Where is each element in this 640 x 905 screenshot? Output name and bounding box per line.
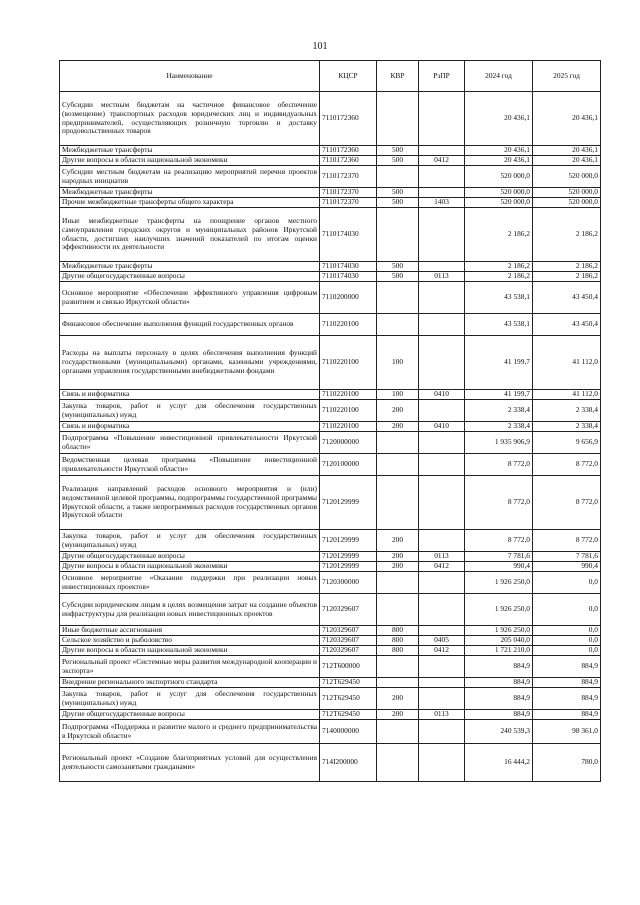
row-2025-cell: 520 000,0: [533, 166, 601, 188]
header-name: Наименование: [60, 61, 320, 92]
row-2025-cell: 884,9: [533, 656, 601, 678]
row-2025-cell: 884,9: [533, 688, 601, 710]
row-2024-cell: 2 186,2: [465, 208, 533, 262]
row-name-cell: Другие вопросы в области национальной экономики: [60, 562, 320, 572]
row-name-cell: Финансовое обеспечение выполнения функций государственных органов: [60, 314, 320, 336]
row-kvr-cell: [377, 656, 419, 678]
row-2024-cell: 8 772,0: [465, 476, 533, 530]
row-name-cell: Иные межбюджетные трансферты на поощрение органов местного самоуправления городских округов и муниципальных районов Иркутской области, достигших наилучших значений показателей по итогам оценки эффективности их деятельности: [60, 208, 320, 262]
row-name-cell: Другие общегосударственные вопросы: [60, 272, 320, 282]
row-name-cell: Другие общегосударственные вопросы: [60, 710, 320, 720]
row-kcsr-cell: 7110220100: [320, 400, 377, 422]
row-2024-cell: 990,4: [465, 562, 533, 572]
row-kvr-cell: 800: [377, 646, 419, 656]
row-2024-cell: 2 186,2: [465, 272, 533, 282]
page-number: 101: [312, 41, 328, 52]
table-row: [60, 92, 601, 146]
row-rzpr-cell: 0405: [419, 636, 465, 646]
table-row: [60, 156, 601, 166]
row-kcsr-cell: 714I200000: [320, 744, 377, 782]
row-kvr-cell: 200: [377, 552, 419, 562]
row-kvr-cell: 200: [377, 400, 419, 422]
table-row: [60, 636, 601, 646]
row-2025-cell: 0,0: [533, 626, 601, 636]
table-row: [60, 390, 601, 400]
row-kcsr-cell: 7120000000: [320, 432, 377, 454]
table-row: [60, 282, 601, 314]
row-kvr-cell: 200: [377, 562, 419, 572]
row-kcsr-cell: 7110174030: [320, 208, 377, 262]
row-name-cell: Региональный проект «Создание благоприятных условий для осуществления деятельности самозанятыми гражданами»: [60, 744, 320, 782]
row-kcsr-cell: 7110172370: [320, 198, 377, 208]
row-name-cell: Подпрограмма «Поддержка и развитие малого и среднего предпринимательства в Иркутской области»: [60, 720, 320, 744]
table-row: [60, 710, 601, 720]
row-2025-cell: 20 436,1: [533, 156, 601, 166]
header-2024: 2024 год: [465, 61, 533, 92]
row-2025-cell: 2 338,4: [533, 400, 601, 422]
table-row: [60, 530, 601, 552]
row-2024-cell: 240 539,3: [465, 720, 533, 744]
row-rzpr-cell: 1403: [419, 198, 465, 208]
row-2025-cell: 0,0: [533, 646, 601, 656]
row-kcsr-cell: 7120129999: [320, 530, 377, 552]
row-rzpr-cell: [419, 656, 465, 678]
row-kvr-cell: 500: [377, 188, 419, 198]
row-rzpr-cell: 0113: [419, 272, 465, 282]
row-kvr-cell: [377, 208, 419, 262]
table-row: [60, 552, 601, 562]
row-name-cell: Субсидии местным бюджетам на реализацию мероприятий перечня проектов народных инициатив: [60, 166, 320, 188]
row-kvr-cell: 200: [377, 688, 419, 710]
row-rzpr-cell: [419, 336, 465, 390]
row-rzpr-cell: [419, 262, 465, 272]
row-kvr-cell: 500: [377, 156, 419, 166]
row-kcsr-cell: 7120129999: [320, 562, 377, 572]
row-2024-cell: 2 338,4: [465, 400, 533, 422]
row-kcsr-cell: 7120129999: [320, 476, 377, 530]
row-2025-cell: 884,9: [533, 678, 601, 688]
row-kvr-cell: [377, 92, 419, 146]
row-kcsr-cell: 7120329607: [320, 646, 377, 656]
row-name-cell: Другие вопросы в области национальной экономики: [60, 646, 320, 656]
row-kcsr-cell: 7110220100: [320, 336, 377, 390]
row-2024-cell: 43 538,1: [465, 314, 533, 336]
row-2024-cell: 8 772,0: [465, 454, 533, 476]
row-rzpr-cell: 0412: [419, 156, 465, 166]
row-rzpr-cell: [419, 688, 465, 710]
row-name-cell: Реализация направлений расходов основного мероприятия и (или) ведомственной целевой программы, подпрограммы государственной программы Иркутской области, а также непрограммных расходов государственных органов Иркутской области: [60, 476, 320, 530]
row-rzpr-cell: 0113: [419, 552, 465, 562]
table-row: [60, 646, 601, 656]
table-row: [60, 314, 601, 336]
row-kvr-cell: 200: [377, 530, 419, 552]
row-rzpr-cell: 0412: [419, 562, 465, 572]
row-name-cell: Расходы на выплаты персоналу в целях обеспечения выполнения функций государственными (муниципальными) органами, казенными учреждениями, органами управления государственными внебюджетными фондами: [60, 336, 320, 390]
table-row: [60, 562, 601, 572]
table-row: [60, 422, 601, 432]
header-rzpr: РзПР: [419, 61, 465, 92]
row-rzpr-cell: [419, 720, 465, 744]
table-row: [60, 188, 601, 198]
row-name-cell: Закупка товаров, работ и услуг для обеспечения государственных (муниципальных) нужд: [60, 530, 320, 552]
row-kcsr-cell: 7120300000: [320, 572, 377, 594]
table-row: [60, 720, 601, 744]
row-name-cell: Межбюджетные трансферты: [60, 262, 320, 272]
row-kvr-cell: [377, 314, 419, 336]
row-kvr-cell: [377, 432, 419, 454]
row-name-cell: Межбюджетные трансферты: [60, 188, 320, 198]
table-row: [60, 272, 601, 282]
row-rzpr-cell: 0410: [419, 422, 465, 432]
row-kvr-cell: [377, 594, 419, 626]
row-rzpr-cell: [419, 282, 465, 314]
row-kcsr-cell: 7110172360: [320, 146, 377, 156]
row-2024-cell: 884,9: [465, 710, 533, 720]
row-2025-cell: 9 656,9: [533, 432, 601, 454]
row-name-cell: Субсидии юридическим лицам в целях возмещения затрат на создание объектов инфраструктуры для реализации новых инвестиционных проектов: [60, 594, 320, 626]
row-kcsr-cell: 7120329607: [320, 626, 377, 636]
row-rzpr-cell: 0113: [419, 710, 465, 720]
row-2025-cell: 990,4: [533, 562, 601, 572]
header-2025: 2025 год: [533, 61, 601, 92]
row-2024-cell: 20 436,1: [465, 146, 533, 156]
table-row: [60, 656, 601, 678]
row-name-cell: Связь и информатика: [60, 390, 320, 400]
row-2024-cell: 20 436,1: [465, 156, 533, 166]
row-kcsr-cell: 7110174030: [320, 272, 377, 282]
row-kvr-cell: [377, 572, 419, 594]
row-2025-cell: 520 000,0: [533, 198, 601, 208]
row-name-cell: Региональный проект «Системные меры развития международной кооперации и экспорта»: [60, 656, 320, 678]
row-2025-cell: 2 186,2: [533, 208, 601, 262]
row-name-cell: Связь и информатика: [60, 422, 320, 432]
table-row: [60, 744, 601, 782]
row-kcsr-cell: 7110200000: [320, 282, 377, 314]
row-rzpr-cell: [419, 146, 465, 156]
table-row: [60, 432, 601, 454]
row-kvr-cell: [377, 282, 419, 314]
row-kcsr-cell: 7140000000: [320, 720, 377, 744]
row-kvr-cell: [377, 454, 419, 476]
row-kvr-cell: 500: [377, 262, 419, 272]
row-2025-cell: 0,0: [533, 594, 601, 626]
row-2024-cell: 1 935 906,9: [465, 432, 533, 454]
row-rzpr-cell: [419, 314, 465, 336]
table-row: [60, 594, 601, 626]
table-row: [60, 678, 601, 688]
row-kcsr-cell: 7120129999: [320, 552, 377, 562]
row-2024-cell: 16 444,2: [465, 744, 533, 782]
row-2025-cell: 41 112,0: [533, 390, 601, 400]
row-kcsr-cell: 7120329607: [320, 594, 377, 626]
row-name-cell: Другие общегосударственные вопросы: [60, 552, 320, 562]
row-kvr-cell: [377, 476, 419, 530]
row-kcsr-cell: 7120100000: [320, 454, 377, 476]
row-rzpr-cell: [419, 594, 465, 626]
row-name-cell: Сельское хозяйство и рыболовство: [60, 636, 320, 646]
row-kcsr-cell: 7110220100: [320, 390, 377, 400]
row-kvr-cell: 800: [377, 626, 419, 636]
row-2024-cell: 884,9: [465, 688, 533, 710]
row-name-cell: Межбюджетные трансферты: [60, 146, 320, 156]
row-2025-cell: 43 450,4: [533, 282, 601, 314]
row-2025-cell: 8 772,0: [533, 530, 601, 552]
table-row: [60, 208, 601, 262]
row-name-cell: Ведомственная целевая программа «Повышение инвестиционной привлекательности Иркутской области»: [60, 454, 320, 476]
row-kvr-cell: [377, 720, 419, 744]
row-rzpr-cell: [419, 454, 465, 476]
row-2025-cell: 41 112,0: [533, 336, 601, 390]
row-2024-cell: 43 538,1: [465, 282, 533, 314]
header-kcsr: КЦСР: [320, 61, 377, 92]
row-kcsr-cell: 7110174030: [320, 262, 377, 272]
row-2025-cell: 98 361,0: [533, 720, 601, 744]
row-2024-cell: 520 000,0: [465, 188, 533, 198]
row-kvr-cell: [377, 166, 419, 188]
row-2024-cell: 2 186,2: [465, 262, 533, 272]
row-kcsr-cell: 712T600000: [320, 656, 377, 678]
row-2025-cell: 520 000,0: [533, 188, 601, 198]
row-2025-cell: 780,0: [533, 744, 601, 782]
row-2024-cell: 7 781,6: [465, 552, 533, 562]
row-2024-cell: 41 199,7: [465, 390, 533, 400]
row-2025-cell: 20 436,1: [533, 146, 601, 156]
row-2024-cell: 520 000,0: [465, 198, 533, 208]
header-kvr: КВР: [377, 61, 419, 92]
row-name-cell: Иные бюджетные ассигнования: [60, 626, 320, 636]
table-row: [60, 572, 601, 594]
row-rzpr-cell: [419, 530, 465, 552]
row-name-cell: Закупка товаров, работ и услуг для обеспечения государственных (муниципальных) нужд: [60, 688, 320, 710]
row-kcsr-cell: 7110220100: [320, 422, 377, 432]
row-rzpr-cell: [419, 188, 465, 198]
row-kvr-cell: 500: [377, 198, 419, 208]
row-2024-cell: 41 199,7: [465, 336, 533, 390]
row-2024-cell: 1 721 210,0: [465, 646, 533, 656]
row-2024-cell: 884,9: [465, 678, 533, 688]
row-kcsr-cell: 7120329607: [320, 636, 377, 646]
row-kcsr-cell: 712T629450: [320, 710, 377, 720]
row-rzpr-cell: [419, 166, 465, 188]
table-row: [60, 146, 601, 156]
budget-table: [59, 60, 601, 782]
table-row: [60, 336, 601, 390]
row-2025-cell: 20 436,1: [533, 92, 601, 146]
row-2025-cell: 8 772,0: [533, 476, 601, 530]
row-2024-cell: 520 000,0: [465, 166, 533, 188]
row-kcsr-cell: 712T629450: [320, 688, 377, 710]
row-2024-cell: 1 926 250,0: [465, 626, 533, 636]
table-header-row: [60, 61, 601, 92]
row-kcsr-cell: 712T629450: [320, 678, 377, 688]
row-kvr-cell: 200: [377, 422, 419, 432]
row-name-cell: Прочие межбюджетные трансферты общего характера: [60, 198, 320, 208]
row-kvr-cell: 800: [377, 636, 419, 646]
row-2024-cell: 205 040,0: [465, 636, 533, 646]
row-2025-cell: 0,0: [533, 572, 601, 594]
row-rzpr-cell: [419, 432, 465, 454]
row-2025-cell: 2 186,2: [533, 272, 601, 282]
table-row: [60, 166, 601, 188]
row-kcsr-cell: 7110172370: [320, 188, 377, 198]
row-2024-cell: 884,9: [465, 656, 533, 678]
row-2025-cell: 884,9: [533, 710, 601, 720]
row-rzpr-cell: [419, 92, 465, 146]
row-name-cell: Субсидии местным бюджетам на частичное финансовое обеспечение (возмещение) транспортных расходов юридических лиц и индивидуальных предпринимателей, осуществляющих розничную торговлю и доставку продовольственных товаров: [60, 92, 320, 146]
row-kvr-cell: 500: [377, 146, 419, 156]
row-2024-cell: 1 926 250,0: [465, 572, 533, 594]
table-row: [60, 400, 601, 422]
row-rzpr-cell: [419, 626, 465, 636]
row-kvr-cell: [377, 744, 419, 782]
row-2024-cell: 8 772,0: [465, 530, 533, 552]
row-name-cell: Основное мероприятие «Обеспечение эффективного управления цифровым развитием и связью Иркутской области»: [60, 282, 320, 314]
row-kvr-cell: 500: [377, 272, 419, 282]
row-rzpr-cell: [419, 400, 465, 422]
row-kcsr-cell: 7110172360: [320, 92, 377, 146]
row-name-cell: Внедрение регионального экспортного стандарта: [60, 678, 320, 688]
table-row: [60, 688, 601, 710]
row-2025-cell: 8 772,0: [533, 454, 601, 476]
row-2025-cell: 2 186,2: [533, 262, 601, 272]
row-kvr-cell: 100: [377, 390, 419, 400]
row-kvr-cell: [377, 678, 419, 688]
row-kcsr-cell: 7110220100: [320, 314, 377, 336]
table-row: [60, 626, 601, 636]
row-rzpr-cell: [419, 476, 465, 530]
row-2025-cell: 2 338,4: [533, 422, 601, 432]
row-2025-cell: 7 781,6: [533, 552, 601, 562]
table-row: [60, 262, 601, 272]
row-kvr-cell: 100: [377, 336, 419, 390]
row-rzpr-cell: [419, 572, 465, 594]
row-name-cell: Другие вопросы в области национальной экономики: [60, 156, 320, 166]
row-rzpr-cell: 0410: [419, 390, 465, 400]
row-rzpr-cell: [419, 678, 465, 688]
row-name-cell: Подпрограмма «Повышение инвестиционной привлекательности Иркутской области»: [60, 432, 320, 454]
row-2025-cell: 43 450,4: [533, 314, 601, 336]
row-2025-cell: 0,0: [533, 636, 601, 646]
row-rzpr-cell: [419, 208, 465, 262]
row-kcsr-cell: 7110172360: [320, 156, 377, 166]
row-rzpr-cell: 0412: [419, 646, 465, 656]
table-row: [60, 454, 601, 476]
row-kvr-cell: 200: [377, 710, 419, 720]
row-kcsr-cell: 7110172370: [320, 166, 377, 188]
row-2024-cell: 2 338,4: [465, 422, 533, 432]
table-row: [60, 476, 601, 530]
row-2024-cell: 20 436,1: [465, 92, 533, 146]
table-row: [60, 198, 601, 208]
row-name-cell: Основное мероприятие «Оказание поддержки при реализации новых инвестиционных проектов»: [60, 572, 320, 594]
row-2024-cell: 1 926 250,0: [465, 594, 533, 626]
row-name-cell: Закупка товаров, работ и услуг для обеспечения государственных (муниципальных) нужд: [60, 400, 320, 422]
row-rzpr-cell: [419, 744, 465, 782]
